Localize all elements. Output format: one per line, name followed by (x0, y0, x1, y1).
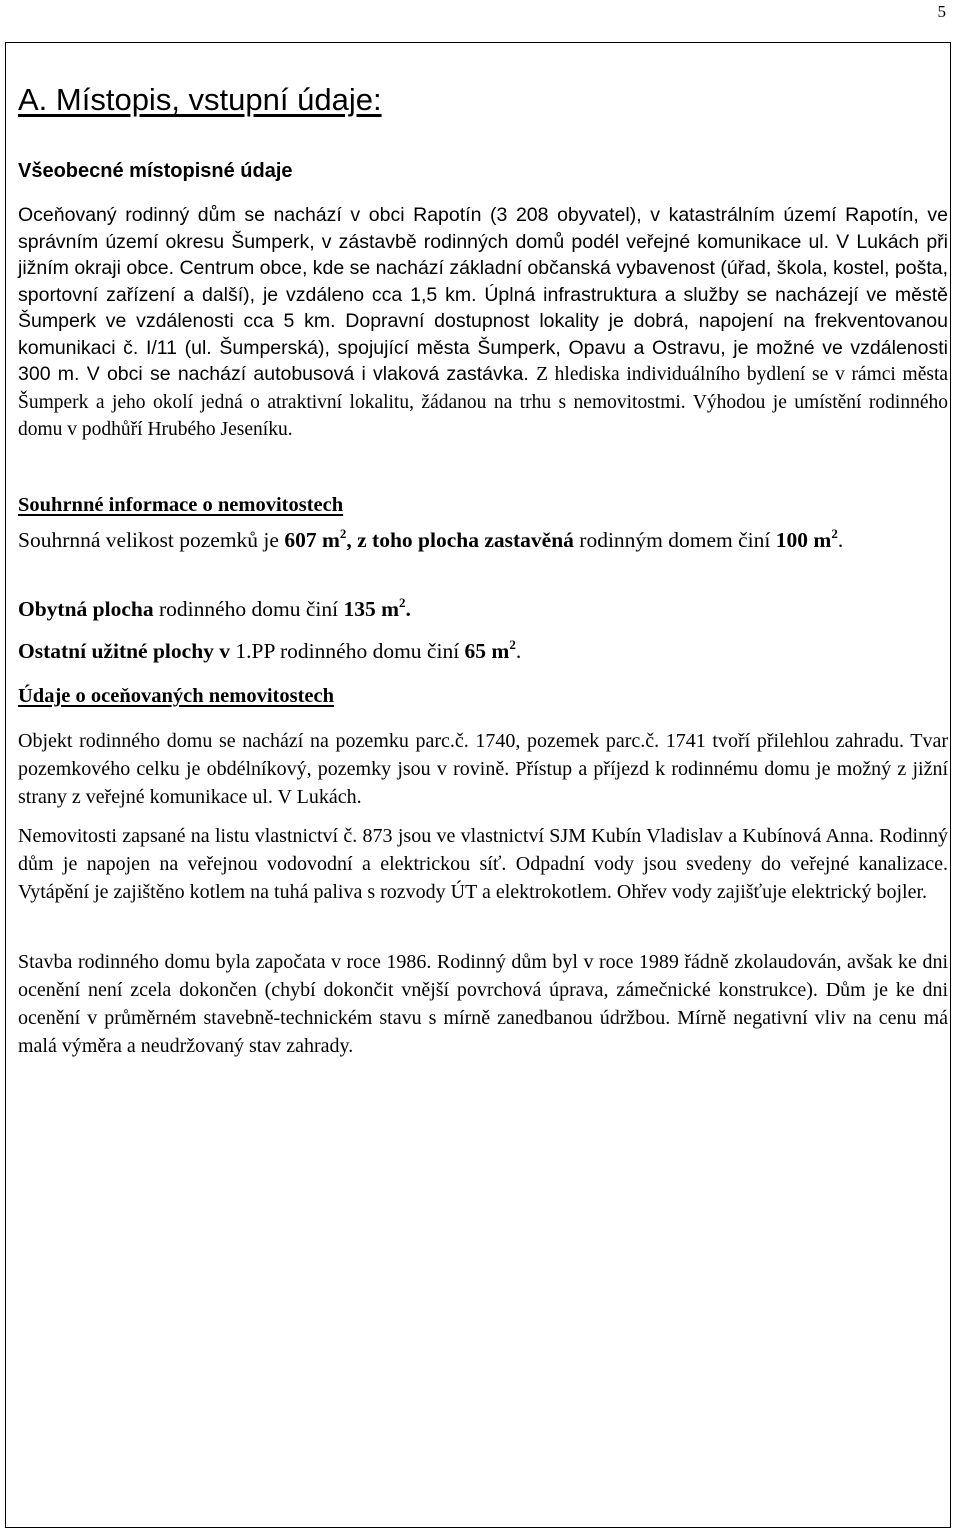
built-area-value: 100 $m^2$ (775, 526, 838, 552)
summary-heading: Souhrnné informace o nemovitostech (18, 494, 344, 516)
summary-text: rodinného domu činí (153, 597, 344, 621)
other-area-label: Ostatní užitné plochy v (18, 639, 236, 663)
summary-text: . (837, 528, 844, 552)
details-heading: Údaje o oceňovaných nemovitostech (18, 685, 335, 707)
land-area-value: 607 $m^2$ (284, 526, 347, 552)
general-text-serif: Z hlediska individuálního bydlení se v rámci města Šumperk a jeho okolí jedná o atraktivní lokalitu, žádanou na trhu s nemovitostmi. Výhodou je umístění rodinného domu v podhůří Hrubého Jeseníku. (18, 364, 949, 440)
summary-text: Souhrnná velikost pozemků je (18, 528, 285, 552)
general-paragraph (18, 202, 948, 444)
other-area-value: 65 $m^2$ (464, 637, 516, 663)
general-heading: Všeobecné místopisné údaje (18, 160, 293, 182)
summary-text: rodinným domem činí (573, 528, 776, 552)
summary-text: . (515, 639, 522, 663)
built-area-label: plocha zastavěná (418, 528, 574, 552)
page-number: 5 (937, 2, 946, 21)
general-text: Oceňovaný rodinný dům se nachází v obci Rapotín (3 208 obyvatel), v katastrálním území Rapotín, ve správním území okresu Šumperk, v zástavbě rodinných domů podél veřejné komunikace ul. V Lukách při jižním okraji obce. Centrum obce, kde se nachází základní občanská vybavenost (úřad, škola, kostel, pošta, sportovní zařízení a další), je vzdáleno cca 1,5 km. Úplná infrastruktura a služby se nacházejí ve městě Šumperk ve vzdálenosti cca 5 km. Dopravní dostupnost lokality je dobrá, napojení na frekventovanou komunikaci č. I/11 (ul. Šumperská), spojující města Šumperk, Opavu a Ostravu, je možné ve vzdálenosti 300 m. V obci se nachází autobusová i vlaková zastávka. (18, 204, 948, 385)
summary-text: . (405, 597, 411, 621)
living-area-value: 135 $m^2$ (343, 595, 406, 621)
living-area-label: Obytná plocha (18, 597, 154, 621)
document-title: A. Místopis, vstupní údaje: (18, 82, 382, 117)
summary-text: 1.PP rodinného domu činí (235, 639, 465, 663)
details-paragraph-1: Objekt rodinného domu se nachází na pozemku parc.č. 1740, pozemek parc.č. 1741 tvoří přilehlou zahradu. Tvar pozemkového celku je obdélníkový, pozemky jsou v rovině. Přístup a příjezd k rodinnému domu je možný z jižní strany z veřejné komunikace ul. V Lukách. (18, 730, 948, 808)
summary-text: , z toho (346, 528, 419, 552)
summary-living-area (18, 595, 948, 624)
details-paragraph-3: Stavba rodinného domu byla započata v roce 1986. Rodinný dům byl v roce 1989 řádně zkolaudován, avšak ke dni ocenění není zcela dokončen (chybí dokončit vnější povrchová úprava, zámečnické konstrukce). Dům je ke dni ocenění v průměrném stavebně-technickém stavu s mírně zanedbanou údržbou. Mírně negativní vliv na cenu má malá výměra a neudržovaný stav zahrady. (18, 951, 948, 1057)
summary-other-area (18, 637, 948, 666)
summary-land-area (18, 526, 948, 555)
details-paragraph-2: Nemovitosti zapsané na listu vlastnictví č. 873 jsou ve vlastnictví SJM Kubín Vladislav a Kubínová Anna. Rodinný dům je napojen na veřejnou vodovodní a elektrickou síť. Odpadní vody jsou svedeny do veřejné kanalizace. Vytápění je zajištěno kotlem na tuhá paliva s rozvody ÚT a elektrokotlem. Ohřev vody zajišťuje elektrický bojler. (18, 825, 948, 903)
